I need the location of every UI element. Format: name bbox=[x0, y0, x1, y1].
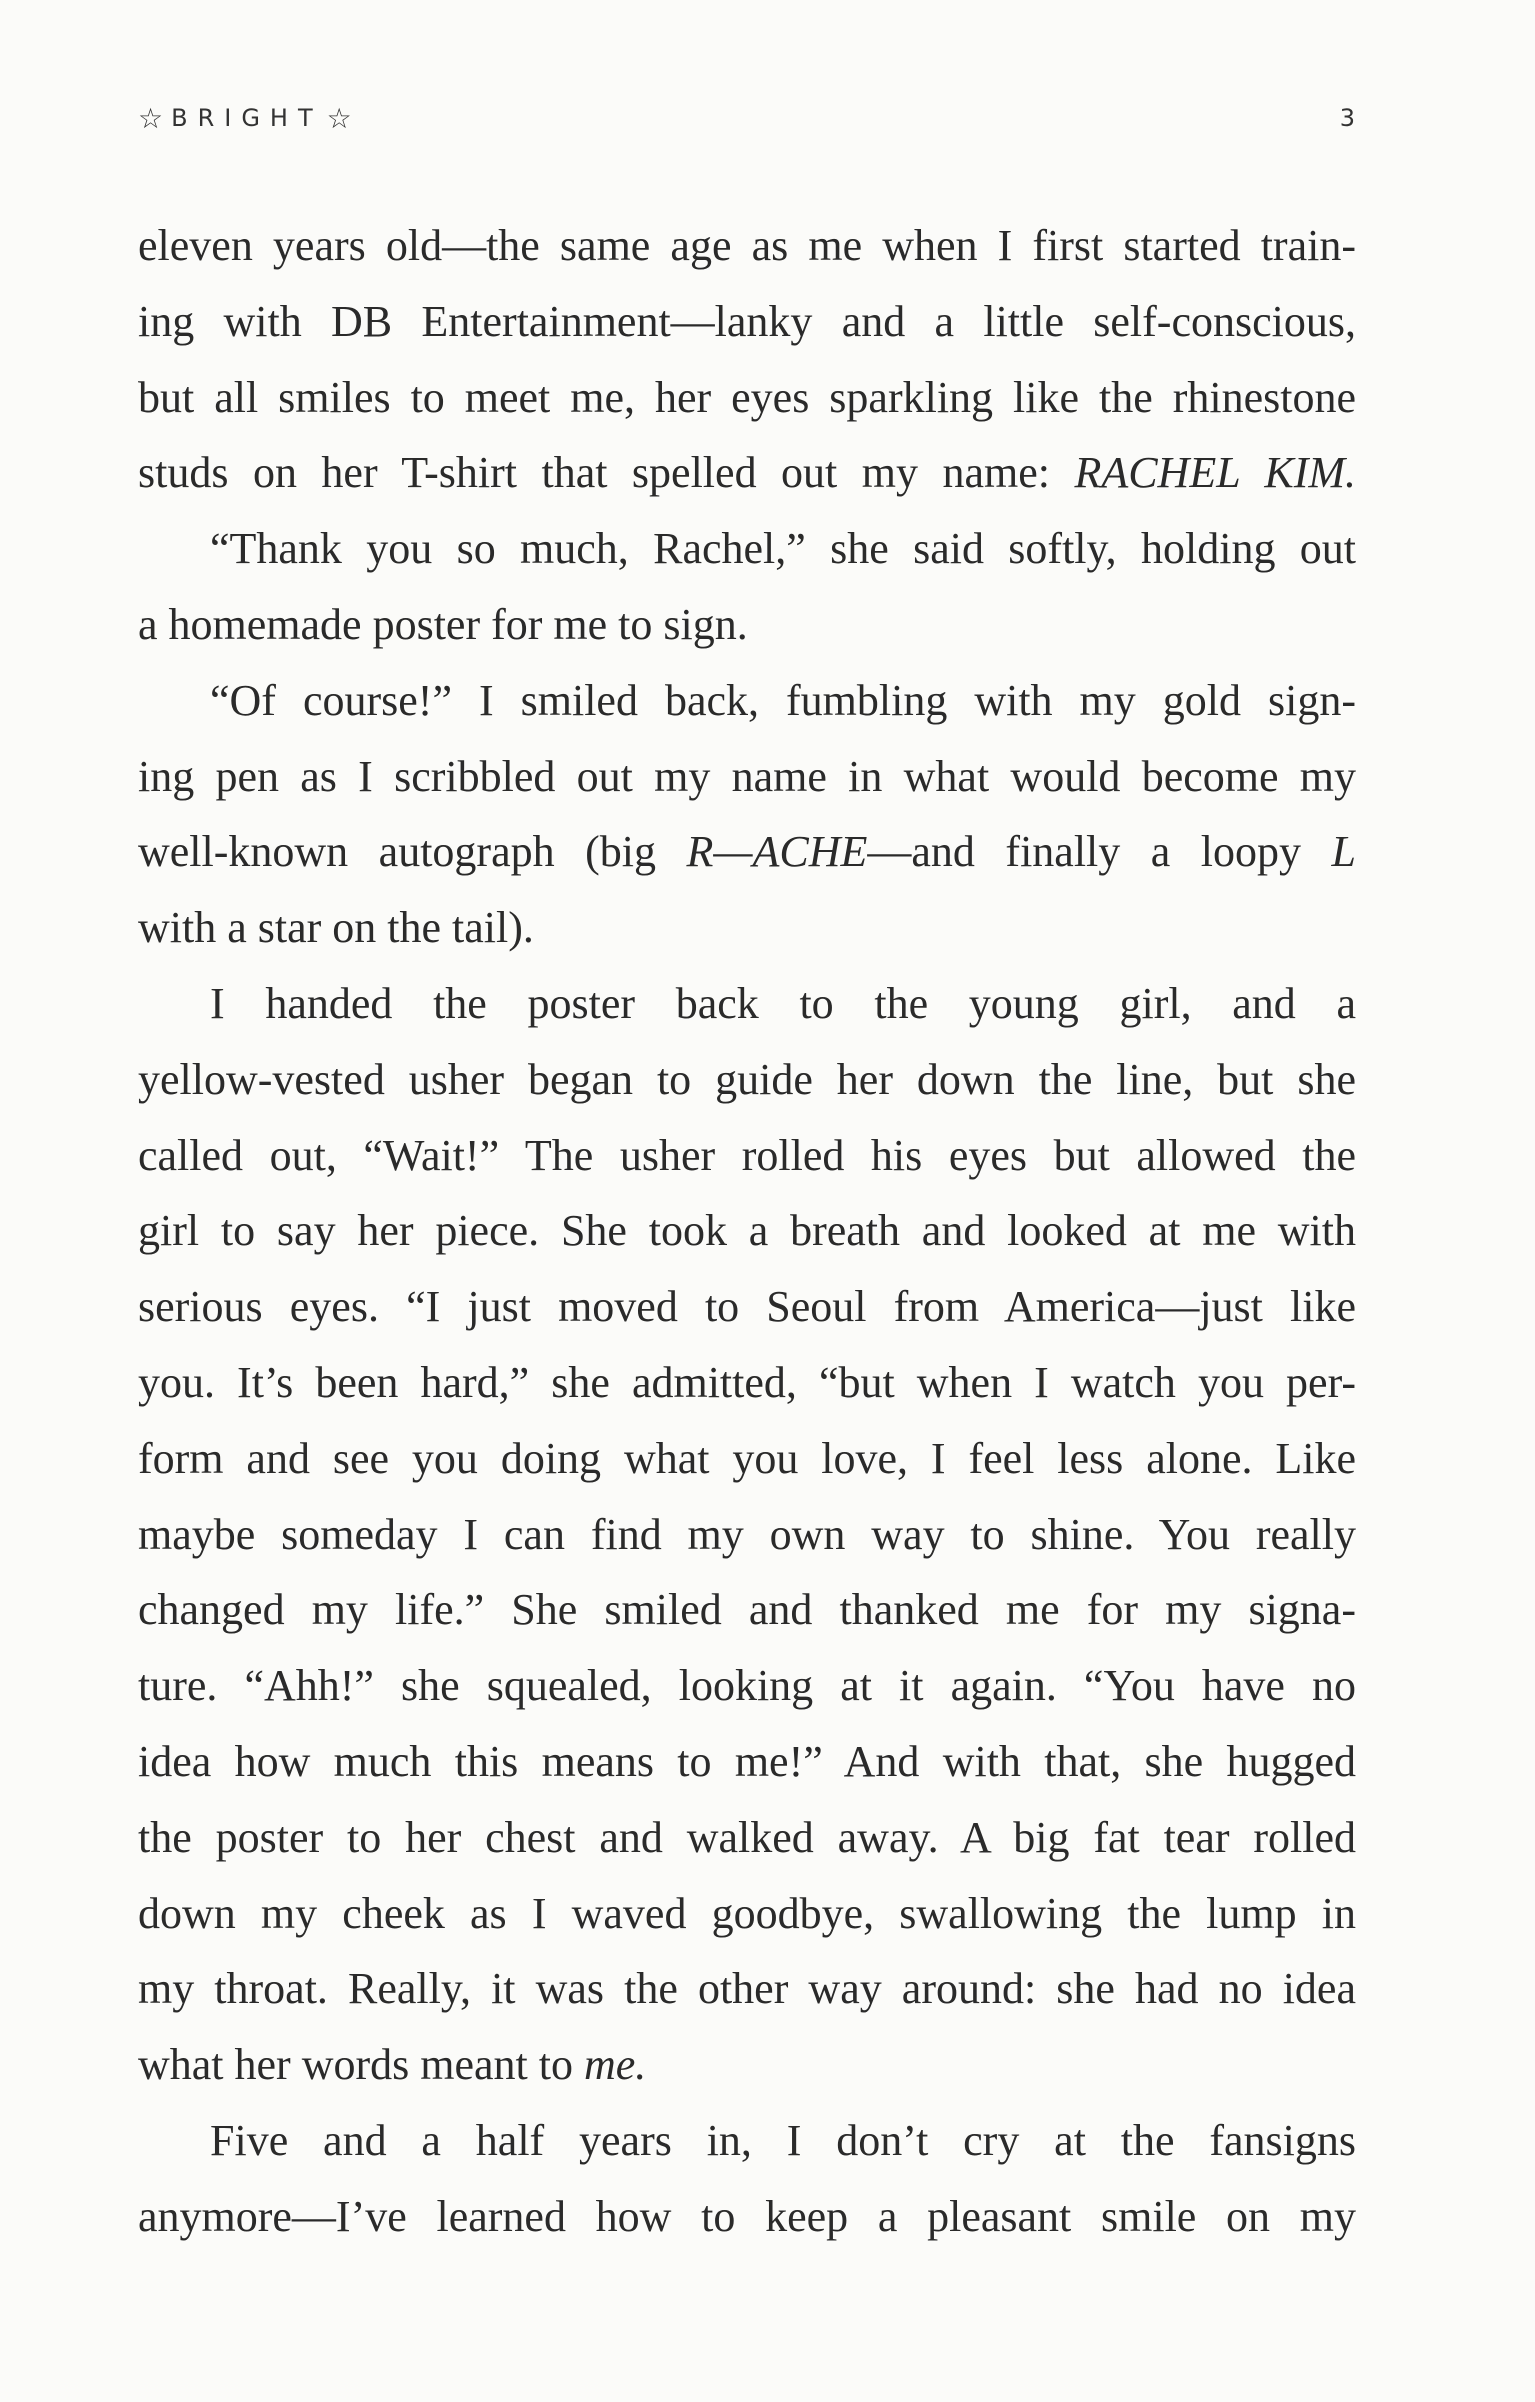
text-line bbox=[138, 890, 1356, 966]
text-run: studs on her T-shirt that spelled out my name: bbox=[138, 448, 1075, 498]
text-run: “Thank you so much, Rachel,” she said softly, holding out bbox=[210, 524, 1356, 574]
text-run: ture. “Ahh!” she squealed, looking at it again. “You have no bbox=[138, 1661, 1356, 1711]
page-number: 3 bbox=[1339, 104, 1355, 132]
body-text bbox=[138, 208, 1356, 2255]
text-line bbox=[138, 284, 1356, 360]
text-run: idea how much this means to me!” And with that, she hugged bbox=[138, 1736, 1356, 1786]
text-line bbox=[138, 1876, 1356, 1952]
text-line bbox=[138, 1572, 1356, 1648]
text-run: maybe someday I can find my own way to shine. You really bbox=[138, 1509, 1356, 1559]
text-line bbox=[138, 1345, 1356, 1421]
star-icon: ☆ bbox=[138, 101, 164, 135]
text-line bbox=[138, 739, 1356, 815]
text-line bbox=[138, 1497, 1356, 1573]
text-run: the poster to her chest and walked away. A big fat tear rolled bbox=[138, 1812, 1356, 1862]
italic-text: me. bbox=[584, 2040, 647, 2090]
text-line bbox=[138, 587, 1356, 663]
text-run: Five and a half years in, I don’t cry at the fansigns bbox=[210, 2115, 1356, 2165]
running-title: BRIGHT bbox=[171, 104, 323, 132]
text-line bbox=[138, 2103, 1356, 2179]
text-line bbox=[138, 966, 1356, 1042]
text-run: —and finally a loopy bbox=[867, 827, 1332, 877]
text-line bbox=[138, 360, 1356, 436]
text-run: a homemade poster for me to sign. bbox=[138, 599, 748, 649]
text-run: “Of course!” I smiled back, fumbling with my gold sign- bbox=[210, 675, 1356, 725]
text-run: changed my life.” She smiled and thanked me for my signa- bbox=[138, 1585, 1356, 1635]
text-run: called out, “Wait!” The usher rolled his eyes but allowed the bbox=[138, 1130, 1356, 1180]
text-run: down my cheek as I waved goodbye, swallowing the lump in bbox=[138, 1888, 1356, 1938]
text-run: with a star on the tail). bbox=[138, 903, 534, 953]
text-line bbox=[138, 1042, 1356, 1118]
text-run: ing pen as I scribbled out my name in what would become my bbox=[138, 751, 1356, 801]
text-run: form and see you doing what you love, I feel less alone. Like bbox=[138, 1433, 1356, 1483]
text-run: my throat. Really, it was the other way around: she had no idea bbox=[138, 1964, 1356, 2014]
text-run: serious eyes. “I just moved to Seoul from America—just like bbox=[138, 1282, 1356, 1332]
text-line bbox=[138, 2179, 1356, 2255]
text-run: you. It’s been hard,” she admitted, “but when I watch you per- bbox=[138, 1357, 1356, 1407]
text-run: girl to say her piece. She took a breath and looked at me with bbox=[138, 1206, 1356, 1256]
text-run: well-known autograph (big bbox=[138, 827, 687, 877]
text-run: anymore—I’ve learned how to keep a pleasant smile on my bbox=[138, 2191, 1356, 2241]
text-line bbox=[138, 435, 1356, 511]
text-line bbox=[138, 1421, 1356, 1497]
text-line bbox=[138, 1800, 1356, 1876]
text-run: what her words meant to bbox=[138, 2040, 584, 2090]
text-line bbox=[138, 1269, 1356, 1345]
italic-text: R—ACHE bbox=[686, 827, 868, 877]
text-run: yellow-vested usher began to guide her down the line, but she bbox=[138, 1054, 1356, 1104]
text-line bbox=[138, 1118, 1356, 1194]
text-line bbox=[138, 1648, 1356, 1724]
running-head bbox=[138, 98, 352, 138]
text-line bbox=[138, 2027, 1356, 2103]
text-run: eleven years old—the same age as me when I first started train- bbox=[138, 221, 1356, 270]
text-line bbox=[138, 511, 1356, 587]
text-line bbox=[138, 208, 1356, 284]
text-run: I handed the poster back to the young girl, and a bbox=[210, 978, 1356, 1028]
text-run: ing with DB Entertainment—lanky and a little self-conscious, bbox=[138, 296, 1356, 346]
text-line bbox=[138, 814, 1356, 890]
italic-text: L bbox=[1331, 827, 1357, 877]
star-icon: ☆ bbox=[326, 101, 352, 135]
text-line bbox=[138, 663, 1356, 739]
text-run: but all smiles to meet me, her eyes sparkling like the rhinestone bbox=[138, 372, 1356, 422]
text-line bbox=[138, 1193, 1356, 1269]
italic-text: RACHEL KIM. bbox=[1074, 448, 1356, 498]
text-line bbox=[138, 1951, 1356, 2027]
text-line bbox=[138, 1724, 1356, 1800]
